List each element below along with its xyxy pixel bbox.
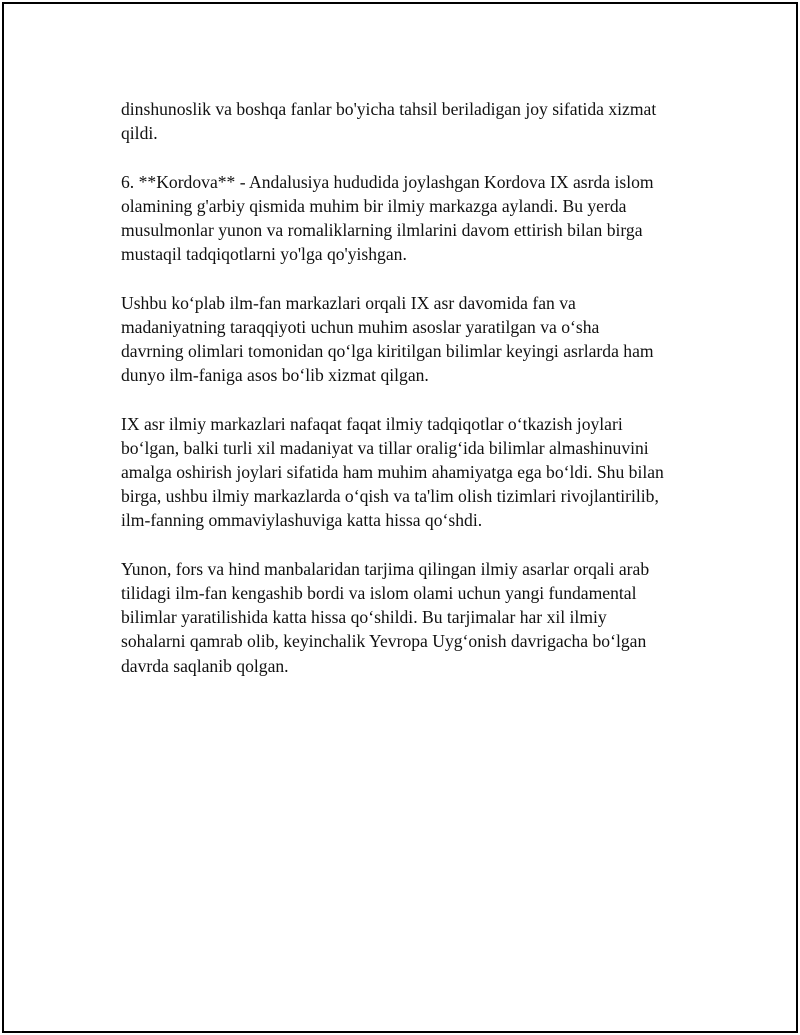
paragraph-centers-summary: Ushbu ko‘plab ilm-fan markazlari orqali IX asr davomida fan va madaniyatning taraqqiyoti uchun muhim asoslar yaratilgan va o‘sha davrning olimlari tomonidan qo‘lga kiritilgan bilimlar keyingi asrlarda ham dunyo ilm-faniga asos bo‘lib xizmat qilgan. (121, 292, 654, 386)
document-page (2, 2, 798, 1033)
paragraph-translations: Yunon, fors va hind manbalaridan tarjima qilingan ilmiy asarlar orqali arab tilidagi ilm-fan kengashib bordi va islom olami uchun yangi fundamental bilimlar yaratilishida katta hissa qo‘shildi. Bu tarjimalar har xil ilmiy sohalarni qamrab olib, keyinchalik Yevropa Uyg‘onish davrigacha bo‘lgan davrda saqlanib qolgan. (121, 558, 650, 676)
paragraph-kordova: 6. **Kordova** - Andalusiya hududida joylashgan Kordova IX asrda islom olamining g'arbiy qismida muhim bir ilmiy markazga aylandi. Bu yerda musulmonlar yunon va romaliklarning ilmlarini davom ettirish bilan birga mustaqil tadqiqotlarni yo'lga qo'yishgan. (121, 171, 654, 265)
document-body (121, 97, 701, 702)
paragraph-continuation: dinshunoslik va boshqa fanlar bo'yicha tahsil beriladigan joy sifatida xizmat qildi. (121, 99, 657, 144)
paragraph-knowledge-exchange: IX asr ilmiy markazlari nafaqat faqat ilmiy tadqiqotlar o‘tkazish joylari bo‘lgan, balki turli xil madaniyat va tillar oralig‘ida bilimlar almashinuvini amalga oshirish joylari sifatida ham muhim ahamiyatga ega bo‘ldi. Shu bilan birga, ushbu ilmiy markazlarda o‘qish va ta'lim olish tizimlari rivojlantirilib, ilm-fanning ommaviylashuviga katta hissa qo‘shdi. (121, 413, 664, 531)
